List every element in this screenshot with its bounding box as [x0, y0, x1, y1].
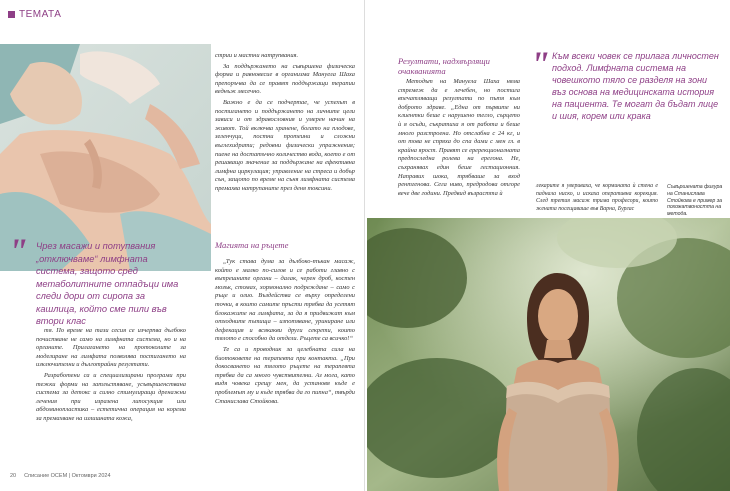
- heading-results: Резултати, надхвърлящи очакванията: [398, 56, 490, 76]
- portrait-photo: [367, 218, 730, 491]
- section-tag: [8, 9, 61, 20]
- section-tag-label: ТЕМАТА: [19, 9, 62, 20]
- page-gutter: [364, 0, 365, 491]
- column-2-top: [215, 52, 355, 196]
- pull-quote-left: Чрез масажи и потупвания „отключваме“ лимфната система, защото сред метаболитните отпадъци има следи дори от сиропа за кашлица, който сме пили във втори клас: [36, 241, 179, 326]
- heading-magic-of-hands: Магията на ръцете: [215, 240, 289, 250]
- pull-quote-right: Към всеки човек се прилага личностен подход. Лимфната система на човешкото тяло се разделя на зони въз основа на медицинската история на пациента. Те могат да бъдат лице и шия, корем или крака: [552, 51, 719, 121]
- footer: [10, 473, 111, 479]
- photo-caption: Съвършената фигура на Станислава Стойкова е пример за похожатвоността на метода.: [667, 184, 723, 218]
- col2-paragraph: стрии и мастни натрупвания.: [215, 52, 299, 59]
- massage-photo: [0, 44, 211, 271]
- section-tag-square: [8, 11, 15, 18]
- column-2-bottom: [215, 258, 355, 408]
- column-1: [36, 327, 186, 426]
- col1-paragraph: Разработени са и специализирани програми при тежки форми на затлъстяване, усъвършенствана система за детокс и силно стимулиращи дренажни лечения при изразена липосукция или абдоминопластика – естетична операция на корема за премахване на излишната кожа,: [36, 371, 186, 422]
- quote-mark-right: ": [530, 44, 550, 84]
- col1-paragraph: тя. По време на тази сесия се изчерпва дълбоко почистване не само на лимфната система, но и на органите. Прилагането на протоколите за моделиране на лимфата позволява постигането на изключителни и дълготрайни резултати.: [36, 327, 186, 369]
- column-3: [398, 78, 520, 200]
- col3-paragraph: Методът на Мануела Шаха няма стремеж да е лечебен, но постига впечатляващи резултати по пътя към доброто здраве. „Една от първите ни клиентки беше с нарушено тегло, сърцето ѝ я осъди, съкратиха я от работа и беше много разстроена. Но отслабна с 24 кг, и от това не спряха до спа дами с мен гл. в крайна ярост. Правят се еререкционалната предпоследна ролева на ерегона. Не, съхранявах един беше гестационния. Направих шока, трябваше за вход рентгенова. Сега ниво, предродова отгоре вече две години. Предвид възрастта ѝ: [398, 78, 520, 197]
- page-number: 20: [10, 473, 17, 479]
- quote-mark-left: ": [8, 231, 28, 271]
- col3-continued-paragraph: лекарите я увериваха, че кормината ѝ стена е паднала ниско, и искаха оперативна корекция. След третия масаж трима професори, които жената посещаваше във Варна, Бургас: [536, 183, 658, 212]
- col2-paragraph: Важно е да се подчертае, че успехът в постигането и поддържането на личните цели зависи и от здравословния и умерен начин на живот. Той включва хранене, богато на плодове, зеленчуци, постни протеини и сложни въглехидрати; редовни физически упражнения; пиене на достатъчно количество вода, което е от решаващо значение за поддържане на ефективна лимфна циркулация; управление на стреса и добър сън, защото по време на съня лимфната система премахва натрупаните през деня токсини.: [215, 98, 355, 192]
- col2-paragraph: „Тук става дума за дълбоко-тъкан масаж, който е малко по-силов и се работи главно с вътрешните органи – далак, черен дроб, костен мозък, стомах, хормонално подреждане – само с ръце и олио. Въздейства се върху определени точки, в които самите пръсти трябва да усетят блокажите на лимфата, за да я придвижат към отходните пътища – изпотяване, уриниране или дефекация и всякакви други секрети, които тялото е способно да отдели. Ръцете са всичко!“: [215, 258, 355, 343]
- magazine-name: Списание ОСЕМ | Октомври 2024: [24, 473, 111, 479]
- col2-paragraph: За поддържането на съвършена физическа форма и равновесие в организма Мануела Шаха препоръчва да се правят поддържащи терапии веднъж месечно.: [215, 62, 355, 96]
- column-3-continued: [536, 183, 658, 215]
- col2-paragraph: Те са и проводник за целебната сила на биотоковете на терапевта при контакта. „При докосването на тялото ръцете на терапевта трябва да са много чувствителни. Аз мога, като видя човека срещу мен, да установя къде е проблемът му и къде трябва да го пипна“, твърди Станислава Стойкова.: [215, 345, 355, 405]
